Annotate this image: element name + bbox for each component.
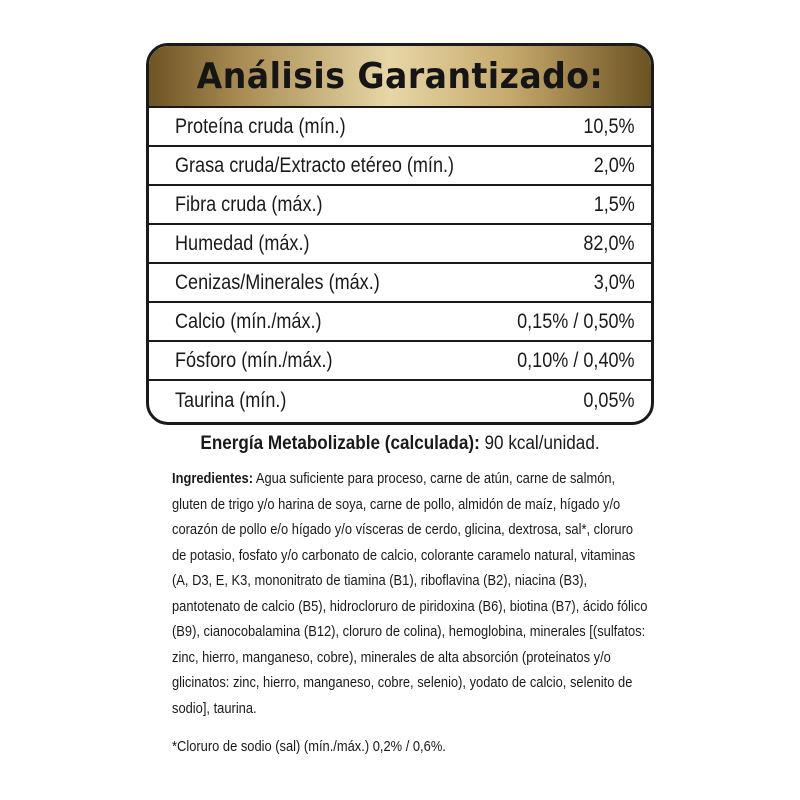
energy-statement: [40, 433, 760, 455]
row-label: Humedad (máx.): [175, 231, 310, 255]
row-label: Calcio (mín./máx.): [175, 309, 322, 333]
ingredients-paragraph: [172, 466, 650, 721]
table-row: [149, 108, 651, 147]
table-row: [149, 264, 651, 303]
row-value: 0,15% / 0,50%: [517, 309, 635, 333]
ingredients-text: Agua suficiente para proceso, carne de atún, carne de salmón, gluten de trigo y/o harina de soya, carne de pollo, almidón de maíz, hígado y/o corazón de pollo e/o hígado y/o vísceras de cerdo, glicina, dextrosa, sal*, cloruro de potasio, fosfato y/o carbonato de calcio, colorante caramelo natural, vitaminas (A, D3, E, K3, mononitrato de tiamina (B1), riboflavina (B2), niacina (B3), pantotenato de calcio (B5), hidrocloruro de piridoxina (B6), biotina (B7), ácido fólico (B9), cianocobalamina (B12), cloruro de colina), hemoglobina, minerales [(sulfatos: zinc, hierro, manganeso, cobre), minerales de alta absorción (proteinatos y/o glicinatos: zinc, hierro, manganeso, cobre, selenio), yodato de calcio, selenito de sodio], taurina.: [172, 470, 648, 717]
row-label: Taurina (mín.): [175, 388, 287, 412]
row-value: 1,5%: [593, 192, 635, 216]
table-row: [149, 342, 651, 381]
row-label: Cenizas/Minerales (máx.): [175, 270, 380, 294]
ingredients-label: Ingredientes:: [172, 470, 254, 487]
sodium-footnote: *Cloruro de sodio (sal) (mín./máx.) 0,2% / 0,6%.: [172, 738, 446, 755]
row-label: Grasa cruda/Extracto etéreo (mín.): [175, 153, 455, 177]
table-row: [149, 381, 651, 420]
panel-header: [149, 46, 651, 108]
table-row: [149, 303, 651, 342]
table-row: [149, 147, 651, 186]
row-value: 3,0%: [593, 270, 635, 294]
row-value: 0,10% / 0,40%: [517, 348, 635, 372]
guaranteed-analysis-panel: [146, 43, 654, 425]
row-value: 2,0%: [593, 153, 635, 177]
row-value: 82,0%: [583, 231, 635, 255]
row-label: Fibra cruda (máx.): [175, 192, 323, 216]
table-row: [149, 225, 651, 264]
row-value: 10,5%: [583, 114, 635, 138]
row-label: Proteína cruda (mín.): [175, 114, 346, 138]
energy-label: Energía Metabolizable (calculada):: [200, 433, 480, 454]
analysis-table: [149, 108, 651, 420]
panel-title: Análisis Garantizado:: [196, 55, 604, 97]
energy-value: 90 kcal/unidad.: [479, 433, 600, 454]
row-label: Fósforo (mín./máx.): [175, 348, 333, 372]
table-row: [149, 186, 651, 225]
row-value: 0,05%: [583, 388, 635, 412]
